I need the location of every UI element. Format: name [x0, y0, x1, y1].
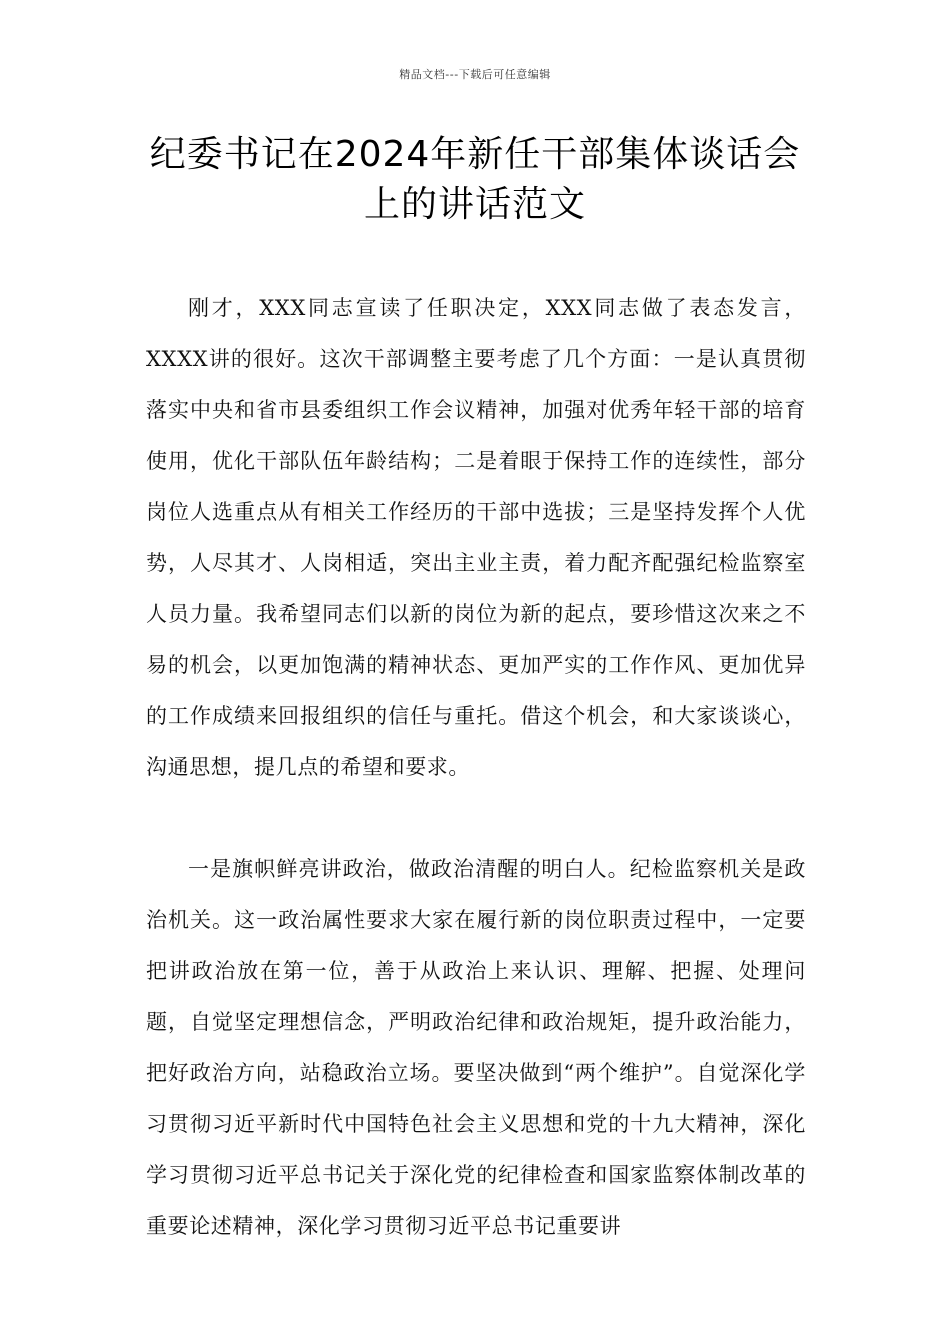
paragraph-intro: 刚才，XXX同志宣读了任职决定，XXX同志做了表态发言，XXXX讲的很好。这次干部调整主要考虑了几个方面：一是认真贯彻落实中央和省市县委组织工作会议精神，加强对优秀年轻干部的培育使用，优化干部队伍年龄结构；二是着眼于保持工作的连续性，部分岗位人选重点从有相关工作经历的干部中选拔；三是坚持发挥个人优势，人尽其才、人岗相适，突出主业主责，着力配齐配强纪检监察室人员力量。我希望同志们以新的岗位为新的起点，要珍惜这次来之不易的机会，以更加饱满的精神状态、更加严实的工作作风、更加优异的工作成绩来回报组织的信任与重托。借这个机会，和大家谈谈心，沟通思想，提几点的希望和要求。	[146, 296, 806, 779]
header-note: 精品文档---下载后可任意编辑	[399, 68, 551, 81]
paragraph-point-one: 一是旗帜鲜亮讲政治，做政治清醒的明白人。纪检监察机关是政治机关。这一政治属性要求大家在履行新的岗位职责过程中，一定要把讲政治放在第一位，善于从政治上来认识、理解、把握、处理问题，自觉坚定理想信念，严明政治纪律和政治规矩，提升政治能力，把好政治方向，站稳政治立场。要坚决做到“两个维护”。自觉深化学习贯彻习近平新时代中国特色社会主义思想和党的十九大精神，深化学习贯彻习近平总书记关于深化党的纪律检查和国家监察体制改革的重要论述精神，深化学习贯彻习近平总书记重要讲	[146, 857, 806, 1238]
document-body	[146, 283, 806, 1252]
document-title: 纪委书记在2024年新任干部集体谈话会上的讲话范文	[149, 134, 801, 225]
